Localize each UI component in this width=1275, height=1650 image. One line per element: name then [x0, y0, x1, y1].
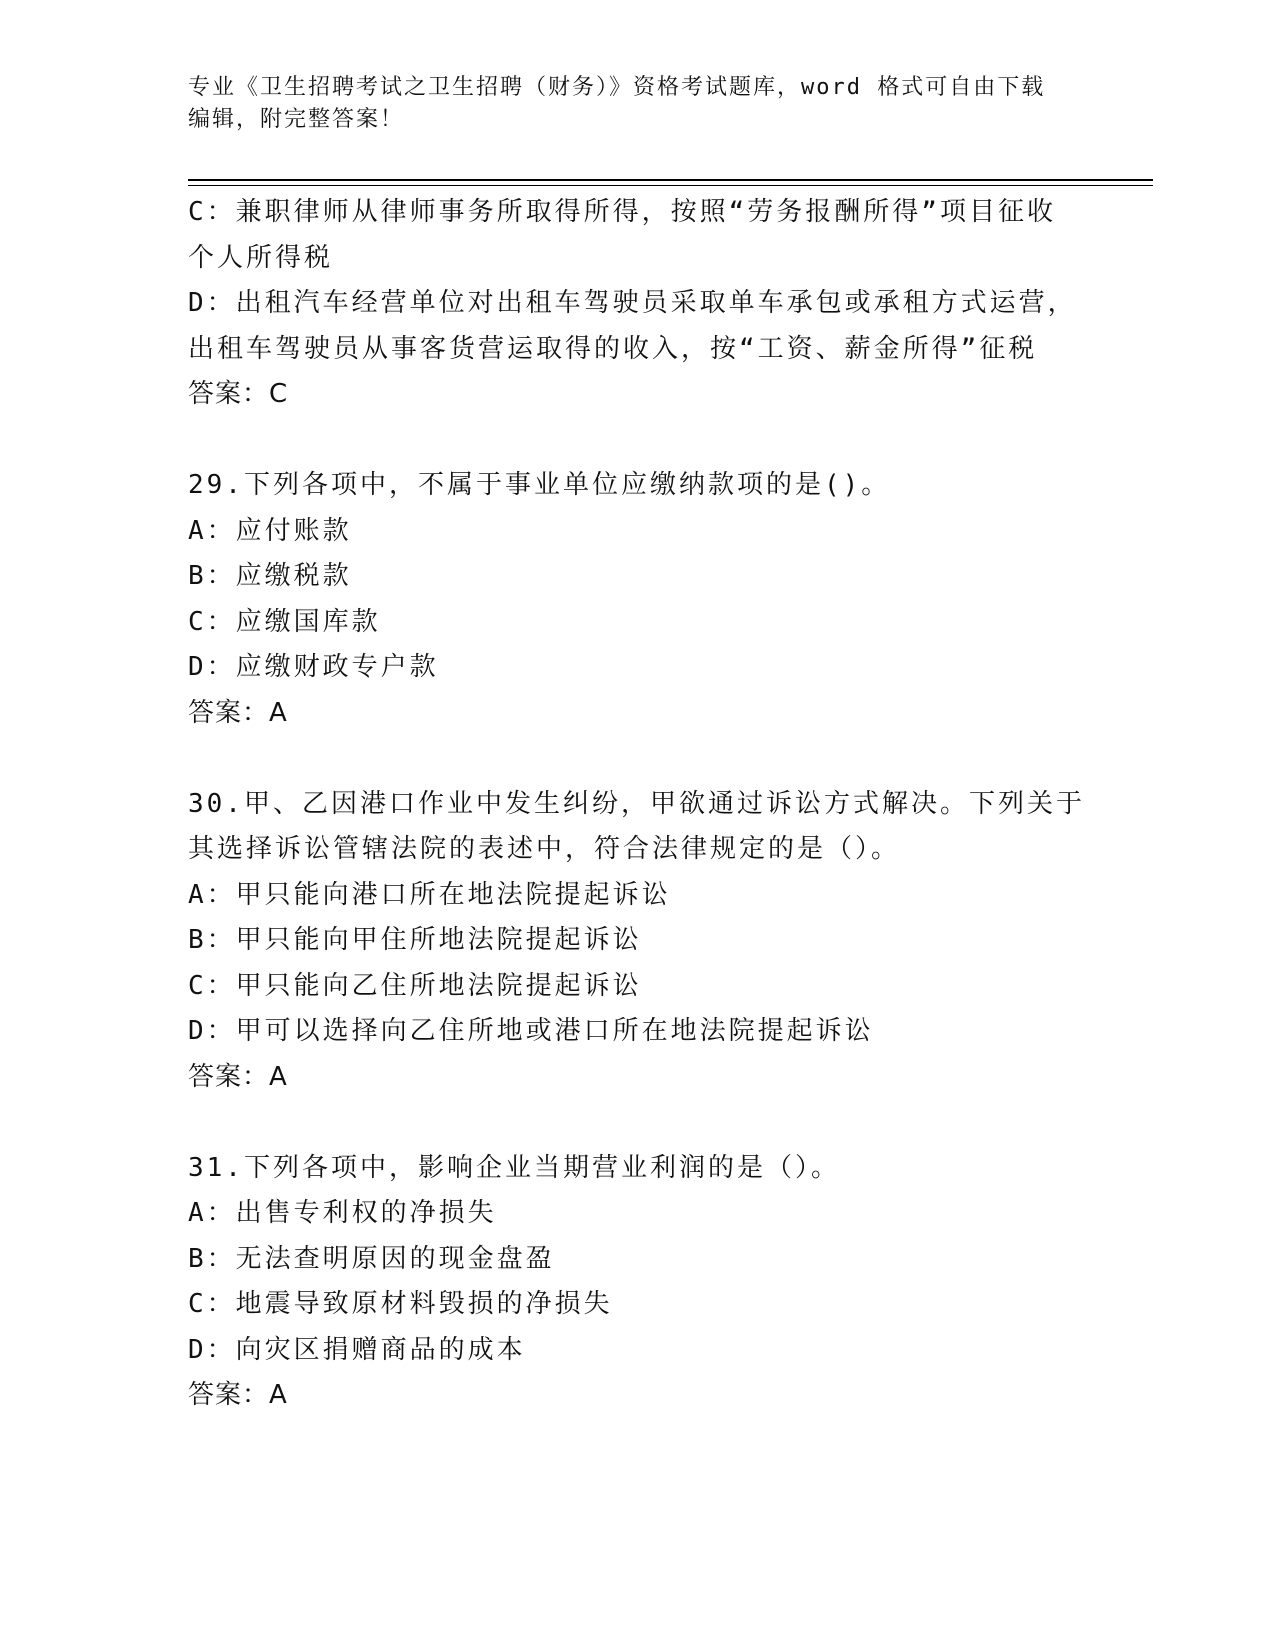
option-c-line-1: C：兼职律师从律师事务所取得所得，按照“劳务报酬所得”项目征收 — [188, 197, 1056, 227]
spacer — [188, 418, 1088, 464]
question-list — [188, 190, 1088, 1419]
option-a: A：应付账款 — [188, 515, 352, 546]
header-divider-thin — [188, 185, 1153, 186]
spacer — [188, 736, 1088, 782]
option-d-line-2: 出租车驾驶员从事客货营运取得的收入，按“工资、薪金所得”征税 — [188, 333, 1038, 364]
document-header — [188, 72, 1088, 136]
option-d: D：甲可以选择向乙住所地或港口所在地法院提起诉讼 — [188, 1016, 874, 1046]
option-b: B：甲只能向甲住所地法院提起诉讼 — [188, 925, 642, 955]
option-d: D：向灾区捐赠商品的成本 — [188, 1334, 526, 1365]
previous-question-block — [188, 190, 1088, 418]
option-b: B：无法查明原因的现金盘盈 — [188, 1243, 555, 1274]
option-d: D：应缴财政专户款 — [188, 652, 439, 682]
answer-text: 答案：C — [188, 379, 289, 409]
option-c-line-2: 个人所得税 — [188, 242, 334, 273]
header-divider-thick — [188, 179, 1153, 181]
option-a: A：甲只能向港口所在地法院提起诉讼 — [188, 879, 671, 910]
header-line-2: 编辑，附完整答案！ — [188, 107, 405, 132]
question-stem-line-1: 30.甲、乙因港口作业中发生纠纷，甲欲通过诉讼方式解决。下列关于 — [188, 788, 1085, 819]
option-c: C：应缴国库款 — [188, 606, 381, 637]
answer-text: 答案：A — [188, 1061, 288, 1092]
spacer — [188, 1100, 1088, 1146]
question-stem: 31.下列各项中，影响企业当期营业利润的是（）。 — [188, 1152, 840, 1183]
option-c: C：甲只能向乙住所地法院提起诉讼 — [188, 970, 642, 1001]
answer-text: 答案：A — [188, 697, 288, 728]
answer-text: 答案：A — [188, 1380, 288, 1410]
option-d-line-1: D：出租汽车经营单位对出租车驾驶员采取单车承包或承租方式运营， — [188, 288, 1077, 318]
header-line-1: 专业《卫生招聘考试之卫生招聘（财务）》资格考试题库，word 格式可自由下载 — [188, 75, 1046, 100]
question-stem: 29.下列各项中，不属于事业单位应缴纳款项的是()。 — [188, 470, 891, 500]
question-30 — [188, 782, 1088, 1101]
question-29 — [188, 463, 1088, 736]
option-a: A：出售专利权的净损失 — [188, 1198, 497, 1228]
question-stem-line-2: 其选择诉讼管辖法院的表述中，符合法律规定的是（）。 — [188, 834, 901, 864]
option-c: C：地震导致原材料毁损的净损失 — [188, 1289, 613, 1319]
question-31 — [188, 1146, 1088, 1419]
option-b: B：应缴税款 — [188, 561, 352, 591]
